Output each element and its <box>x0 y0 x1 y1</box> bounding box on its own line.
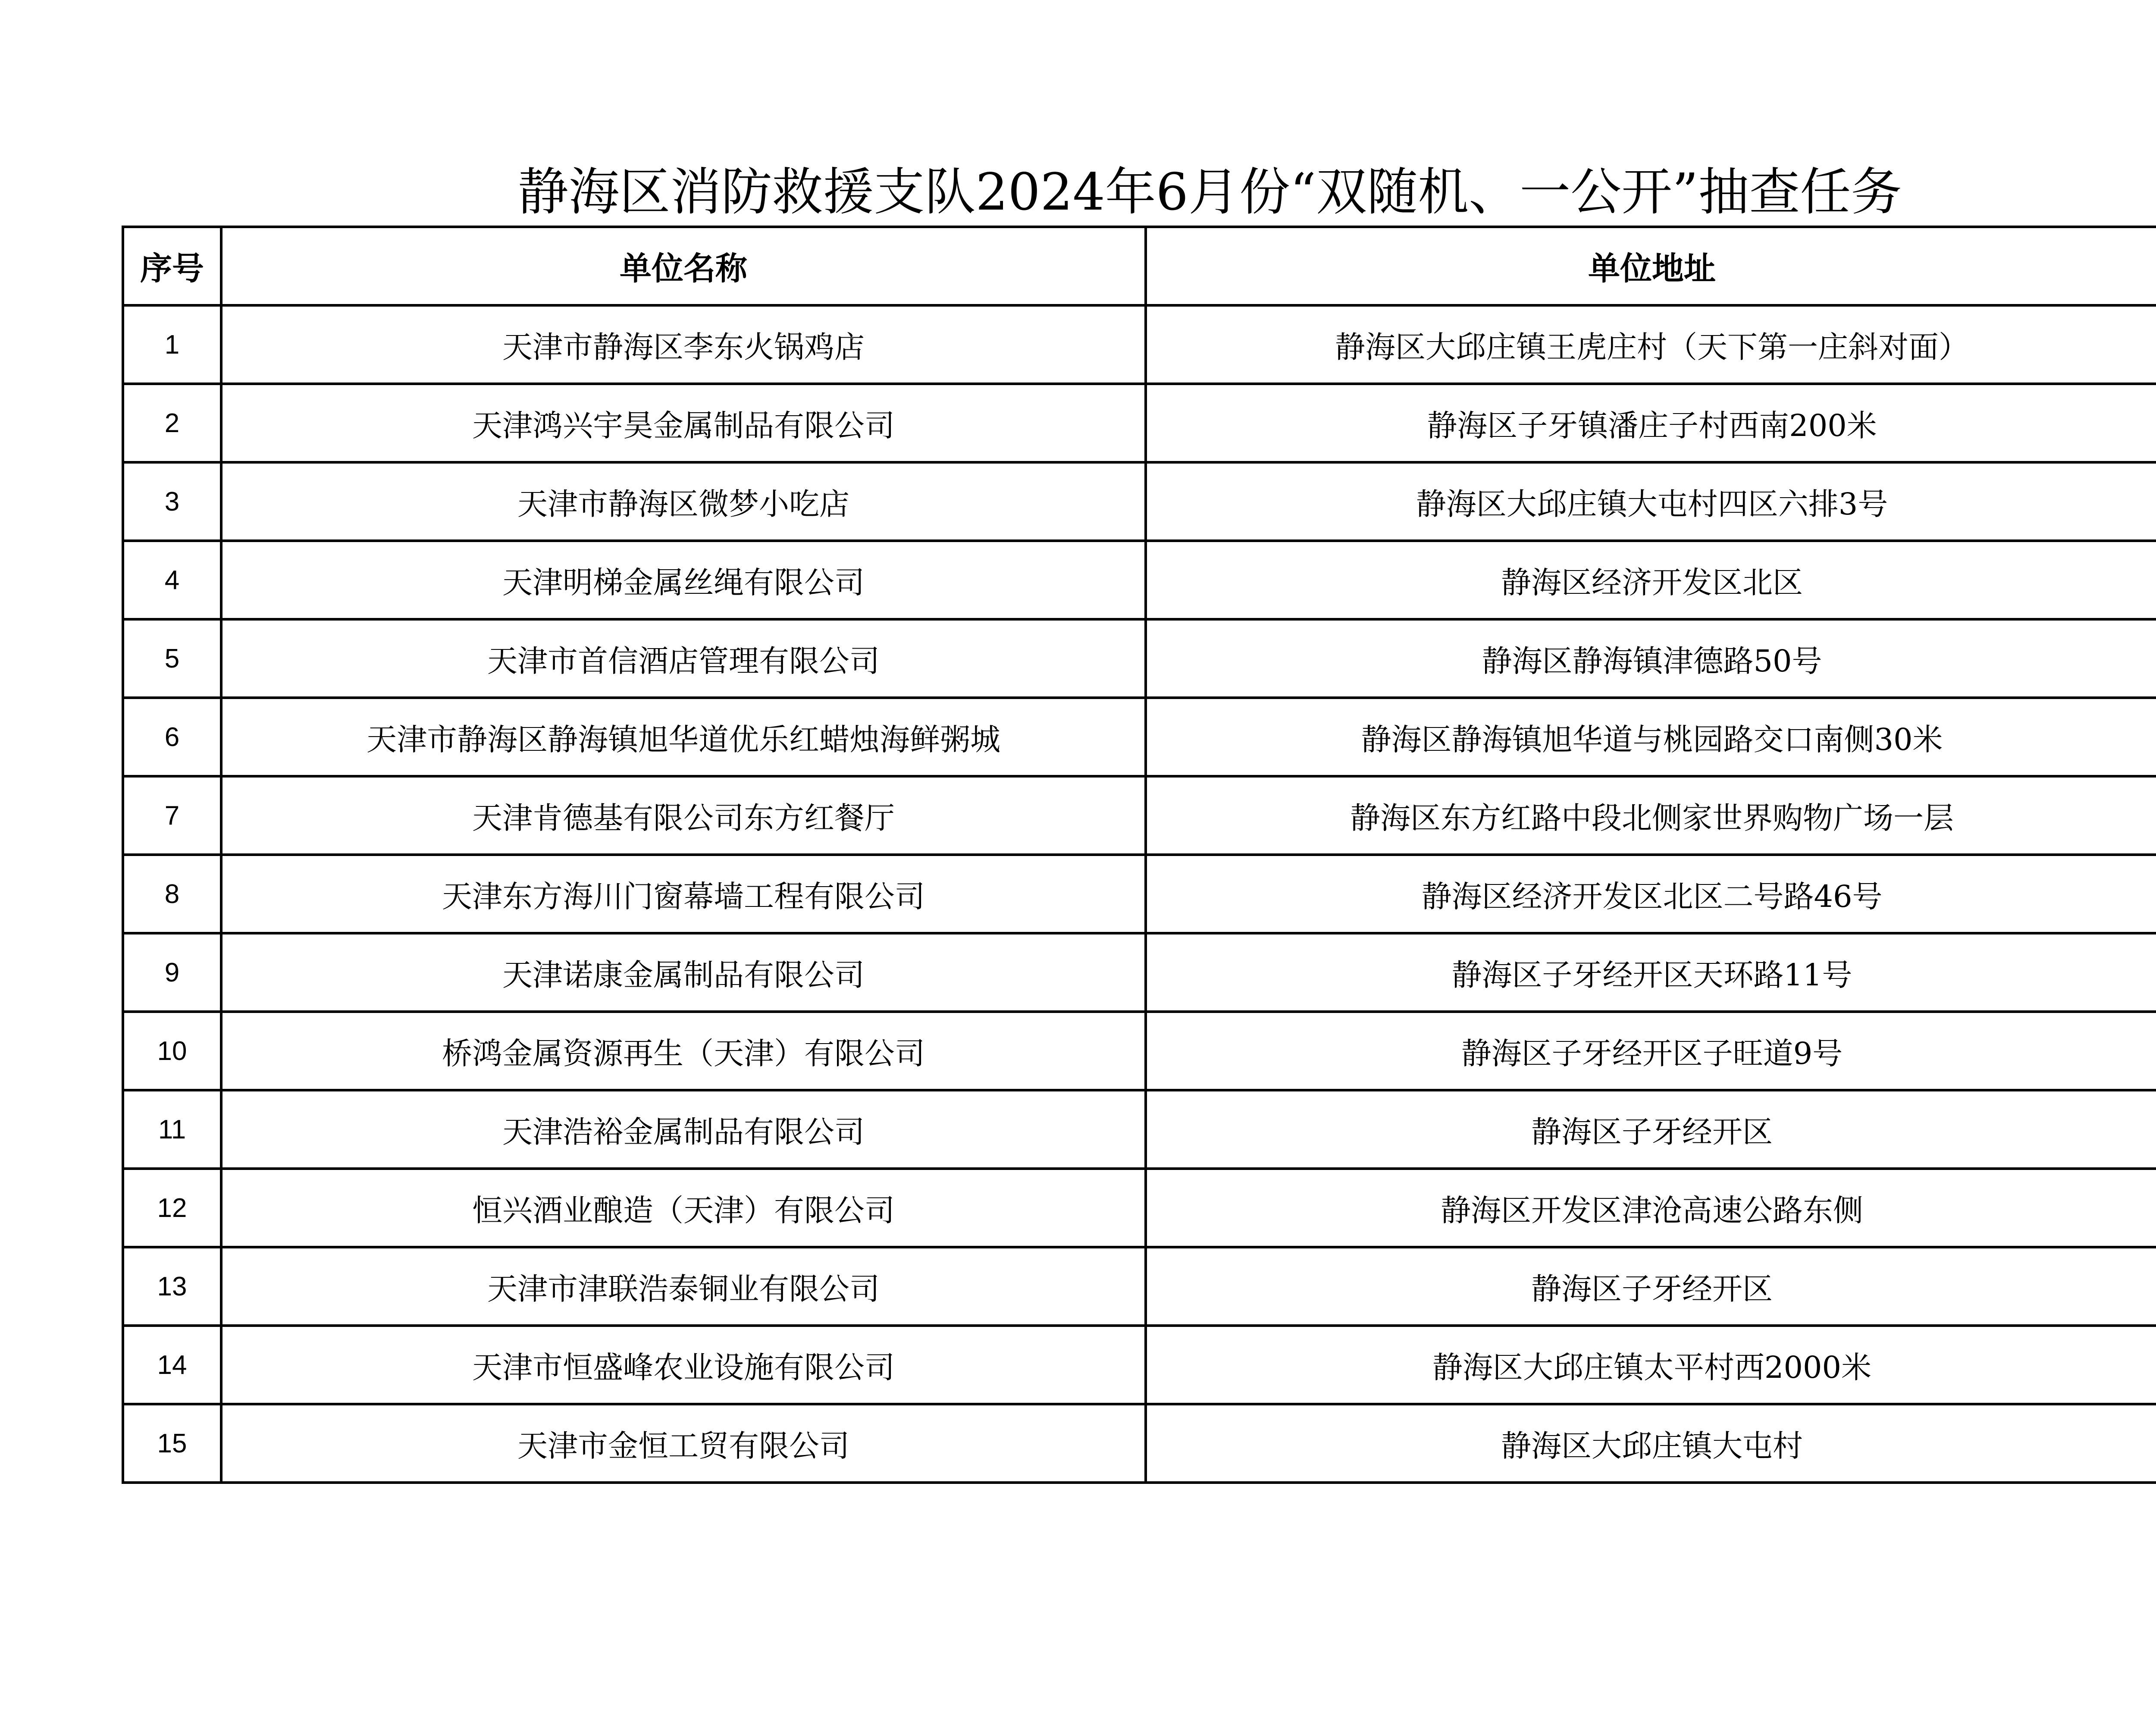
table-row <box>123 1169 2156 1247</box>
serial-number-cell: 15 <box>123 1404 221 1483</box>
serial-number-cell: 11 <box>123 1090 221 1169</box>
unit-name-cell: 天津浩裕金属制品有限公司 <box>221 1090 1146 1169</box>
unit-address-cell: 静海区开发区津沧高速公路东侧 <box>1146 1169 2156 1247</box>
table-row <box>123 384 2156 462</box>
unit-name-cell: 天津诺康金属制品有限公司 <box>221 933 1146 1012</box>
unit-address-cell: 静海区子牙经开区天环路11号 <box>1146 933 2156 1012</box>
unit-address-cell: 静海区子牙经开区子旺道9号 <box>1146 1012 2156 1090</box>
table-row <box>123 1404 2156 1483</box>
header-unit-name: 单位名称 <box>221 227 1146 305</box>
unit-address-cell: 静海区大邱庄镇大屯村 <box>1146 1404 2156 1483</box>
header-serial-number: 序号 <box>123 227 221 305</box>
unit-name-cell: 天津市金恒工贸有限公司 <box>221 1404 1146 1483</box>
serial-number-cell: 3 <box>123 462 221 541</box>
serial-number-cell: 10 <box>123 1012 221 1090</box>
unit-name-cell: 天津市津联浩泰铜业有限公司 <box>221 1247 1146 1326</box>
unit-name-cell: 天津市静海区李东火锅鸡店 <box>221 305 1146 384</box>
table-row <box>123 855 2156 933</box>
unit-name-cell: 天津肯德基有限公司东方红餐厅 <box>221 776 1146 855</box>
table-row <box>123 1012 2156 1090</box>
unit-address-cell: 静海区静海镇旭华道与桃园路交口南侧30米 <box>1146 698 2156 776</box>
serial-number-cell: 13 <box>123 1247 221 1326</box>
table-row <box>123 305 2156 384</box>
unit-address-cell: 静海区子牙经开区 <box>1146 1090 2156 1169</box>
table-row <box>123 933 2156 1012</box>
unit-address-cell: 静海区东方红路中段北侧家世界购物广场一层 <box>1146 776 2156 855</box>
unit-name-cell: 恒兴酒业酿造（天津）有限公司 <box>221 1169 1146 1247</box>
serial-number-cell: 1 <box>123 305 221 384</box>
serial-number-cell: 8 <box>123 855 221 933</box>
serial-number-cell: 2 <box>123 384 221 462</box>
table-row <box>123 698 2156 776</box>
unit-name-cell: 天津市恒盛峰农业设施有限公司 <box>221 1326 1146 1404</box>
table-row <box>123 1326 2156 1404</box>
unit-name-cell: 天津东方海川门窗幕墙工程有限公司 <box>221 855 1146 933</box>
unit-name-cell: 天津市静海区微梦小吃店 <box>221 462 1146 541</box>
unit-address-cell: 静海区经济开发区北区 <box>1146 541 2156 619</box>
table-row <box>123 462 2156 541</box>
table-row <box>123 541 2156 619</box>
unit-name-cell: 天津市静海区静海镇旭华道优乐红蜡烛海鲜粥城 <box>221 698 1146 776</box>
unit-address-cell: 静海区大邱庄镇王虎庄村（天下第一庄斜对面） <box>1146 305 2156 384</box>
unit-name-cell: 桥鸿金属资源再生（天津）有限公司 <box>221 1012 1146 1090</box>
page-title: 静海区消防救援支队2024年6月份“双随机、一公开”抽查任务 <box>517 162 1902 222</box>
header-unit-address: 单位地址 <box>1146 227 2156 305</box>
serial-number-cell: 5 <box>123 619 221 698</box>
unit-address-cell: 静海区经济开发区北区二号路46号 <box>1146 855 2156 933</box>
unit-address-cell: 静海区静海镇津德路50号 <box>1146 619 2156 698</box>
inspection-task-table <box>122 226 2156 1484</box>
table-row <box>123 776 2156 855</box>
table-row <box>123 1090 2156 1169</box>
serial-number-cell: 9 <box>123 933 221 1012</box>
table-row <box>123 1247 2156 1326</box>
unit-name-cell: 天津明梯金属丝绳有限公司 <box>221 541 1146 619</box>
serial-number-cell: 7 <box>123 776 221 855</box>
table-header-row <box>123 227 2156 305</box>
unit-name-cell: 天津市首信酒店管理有限公司 <box>221 619 1146 698</box>
table-body <box>123 305 2156 1483</box>
serial-number-cell: 12 <box>123 1169 221 1247</box>
unit-name-cell: 天津鸿兴宇昊金属制品有限公司 <box>221 384 1146 462</box>
unit-address-cell: 静海区子牙镇潘庄子村西南200米 <box>1146 384 2156 462</box>
serial-number-cell: 4 <box>123 541 221 619</box>
serial-number-cell: 6 <box>123 698 221 776</box>
serial-number-cell: 14 <box>123 1326 221 1404</box>
table-row <box>123 619 2156 698</box>
unit-address-cell: 静海区大邱庄镇大屯村四区六排3号 <box>1146 462 2156 541</box>
unit-address-cell: 静海区大邱庄镇太平村西2000米 <box>1146 1326 2156 1404</box>
unit-address-cell: 静海区子牙经开区 <box>1146 1247 2156 1326</box>
